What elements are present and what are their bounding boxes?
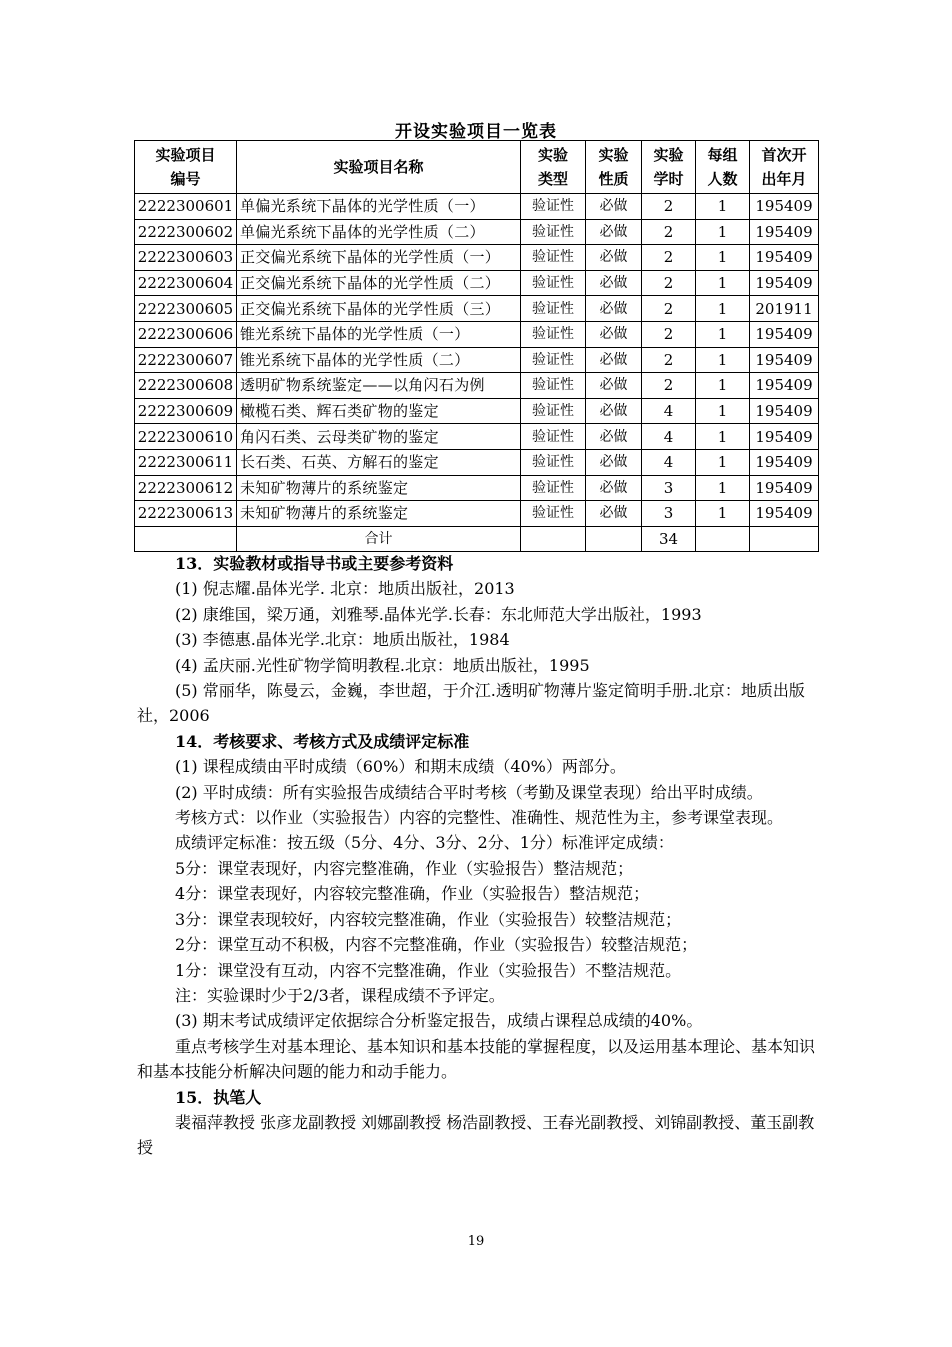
- cell-code: 2222300612: [135, 475, 237, 501]
- cell-group: 1: [696, 398, 750, 424]
- total-hours: 34: [642, 526, 696, 552]
- cell-code: 2222300605: [135, 296, 237, 322]
- table-row: [135, 347, 819, 373]
- cell-blank: [696, 526, 750, 552]
- cell-code: 2222300606: [135, 321, 237, 347]
- cell-type: 验证性: [521, 449, 586, 475]
- cell-code: 2222300603: [135, 245, 237, 271]
- cell-code: 2222300602: [135, 219, 237, 245]
- grade-criterion: 1分：课堂没有互动，内容不完整准确，作业（实验报告）不整洁规范。: [175, 960, 682, 980]
- cell-name: 未知矿物薄片的系统鉴定: [237, 475, 521, 501]
- grade-criterion: 5分：课堂表现好，内容完整准确，作业（实验报告）整洁规范；: [175, 858, 634, 878]
- grade-criterion: 4分：课堂表现好，内容较完整准确，作业（实验报告）整洁规范；: [175, 884, 650, 904]
- cell-name: 橄榄石类、辉石类矿物的鉴定: [237, 398, 521, 424]
- cell-date: 195409: [750, 245, 819, 271]
- cell-type: 验证性: [521, 347, 586, 373]
- cell-code: 2222300610: [135, 424, 237, 450]
- cell-nature: 必做: [586, 424, 642, 450]
- cell-type: 验证性: [521, 501, 586, 527]
- assessment-paragraph: 成绩评定标准：按五级（5分、4分、3分、2分、1分）标准评定成绩：: [175, 833, 674, 853]
- cell-nature: 必做: [586, 321, 642, 347]
- cell-blank: [586, 526, 642, 552]
- cell-blank: [135, 526, 237, 552]
- cell-nature: 必做: [586, 194, 642, 220]
- cell-blank: [750, 526, 819, 552]
- cell-code: 2222300604: [135, 270, 237, 296]
- table-row: [135, 296, 819, 322]
- cell-type: 验证性: [521, 245, 586, 271]
- grade-criterion: 2分：课堂互动不积极，内容不完整准确，作业（实验报告）较整洁规范；: [175, 935, 698, 955]
- cell-group: 1: [696, 245, 750, 271]
- table-row: [135, 475, 819, 501]
- cell-type: 验证性: [521, 398, 586, 424]
- cell-hours: 3: [642, 501, 696, 527]
- grade-criterion: 3分：课堂表现较好，内容较完整准确，作业（实验报告）较整洁规范；: [175, 909, 682, 929]
- cell-blank: [521, 526, 586, 552]
- cell-type: 验证性: [521, 424, 586, 450]
- cell-hours: 2: [642, 373, 696, 399]
- cell-name: 透明矿物系统鉴定——以角闪石为例: [237, 373, 521, 399]
- cell-code: 2222300608: [135, 373, 237, 399]
- table-header-row: [135, 141, 819, 194]
- cell-group: 1: [696, 194, 750, 220]
- cell-code: 2222300611: [135, 449, 237, 475]
- header-type: 实验 类型: [521, 141, 586, 194]
- cell-hours: 3: [642, 475, 696, 501]
- cell-hours: 4: [642, 424, 696, 450]
- header-group: 每组 人数: [696, 141, 750, 194]
- cell-type: 验证性: [521, 475, 586, 501]
- cell-name: 单偏光系统下晶体的光学性质（一）: [237, 194, 521, 220]
- cell-type: 验证性: [521, 296, 586, 322]
- cell-group: 1: [696, 424, 750, 450]
- assessment-paragraph: 重点考核学生对基本理论、基本知识和基本技能的掌握程度，以及运用基本理论、基本知识和基本技能分析解决问题的能力和动手能力。: [137, 1036, 816, 1082]
- cell-nature: 必做: [586, 501, 642, 527]
- cell-date: 195409: [750, 219, 819, 245]
- table-row: [135, 321, 819, 347]
- cell-hours: 4: [642, 398, 696, 424]
- cell-date: 201911: [750, 296, 819, 322]
- cell-nature: 必做: [586, 449, 642, 475]
- cell-nature: 必做: [586, 245, 642, 271]
- table-row: [135, 449, 819, 475]
- cell-code: 2222300601: [135, 194, 237, 220]
- reference-item: (5) 常丽华，陈曼云，金巍，李世超，于介江.透明矿物薄片鉴定简明手册.北京：地质出版社，2006: [137, 681, 805, 726]
- cell-hours: 2: [642, 347, 696, 373]
- cell-date: 195409: [750, 449, 819, 475]
- table-row: [135, 424, 819, 450]
- cell-name: 角闪石类、云母类矿物的鉴定: [237, 424, 521, 450]
- cell-date: 195409: [750, 501, 819, 527]
- experiment-table: [134, 140, 819, 552]
- table-row: [135, 219, 819, 245]
- cell-date: 195409: [750, 398, 819, 424]
- cell-nature: 必做: [586, 398, 642, 424]
- cell-nature: 必做: [586, 270, 642, 296]
- assessment-paragraph: 考核方式：以作业（实验报告）内容的完整性、准确性、规范性为主，参考课堂表现。: [175, 808, 784, 828]
- header-hours: 实验 学时: [642, 141, 696, 194]
- cell-group: 1: [696, 321, 750, 347]
- cell-nature: 必做: [586, 475, 642, 501]
- assessment-note: 注：实验课时少于2/3者，课程成绩不予评定。: [175, 985, 505, 1005]
- cell-hours: 2: [642, 219, 696, 245]
- cell-hours: 2: [642, 270, 696, 296]
- cell-nature: 必做: [586, 347, 642, 373]
- section-14-heading: 14．考核要求、考核方式及成绩评定标准: [175, 731, 470, 751]
- table-row: [135, 270, 819, 296]
- cell-group: 1: [696, 270, 750, 296]
- header-name: 实验项目名称: [237, 141, 521, 194]
- cell-date: 195409: [750, 475, 819, 501]
- page-number: 19: [467, 1234, 485, 1249]
- cell-code: 2222300609: [135, 398, 237, 424]
- cell-group: 1: [696, 347, 750, 373]
- cell-hours: 2: [642, 321, 696, 347]
- section-13: [137, 551, 817, 1161]
- cell-nature: 必做: [586, 296, 642, 322]
- header-date: 首次开 出年月: [750, 141, 819, 194]
- table-row: [135, 501, 819, 527]
- cell-name: 正交偏光系统下晶体的光学性质（三）: [237, 296, 521, 322]
- cell-group: 1: [696, 501, 750, 527]
- cell-group: 1: [696, 219, 750, 245]
- cell-type: 验证性: [521, 321, 586, 347]
- cell-name: 长石类、石英、方解石的鉴定: [237, 449, 521, 475]
- table-row: [135, 194, 819, 220]
- cell-group: 1: [696, 449, 750, 475]
- cell-group: 1: [696, 296, 750, 322]
- cell-type: 验证性: [521, 219, 586, 245]
- reference-item: (1) 倪志耀.晶体光学. 北京：地质出版社，2013: [175, 579, 515, 599]
- reference-item: (4) 孟庆丽.光性矿物学简明教程.北京：地质出版社，1995: [175, 655, 590, 675]
- reference-item: (2) 康维国，梁万通，刘雅琴.晶体光学.长春：东北师范大学出版社，1993: [175, 604, 702, 624]
- table-total-row: [135, 526, 819, 552]
- header-code: 实验项目 编号: [135, 141, 237, 194]
- table-row: [135, 245, 819, 271]
- assessment-paragraph: (2) 平时成绩：所有实验报告成绩结合平时考核（考勤及课堂表现）给出平时成绩。: [175, 782, 763, 802]
- cell-name: 锥光系统下晶体的光学性质（二）: [237, 347, 521, 373]
- cell-name: 未知矿物薄片的系统鉴定: [237, 501, 521, 527]
- table-row: [135, 398, 819, 424]
- assessment-paragraph: (3) 期末考试成绩评定依据综合分析鉴定报告，成绩占课程总成绩的40%。: [175, 1011, 703, 1031]
- cell-hours: 2: [642, 194, 696, 220]
- cell-name: 正交偏光系统下晶体的光学性质（二）: [237, 270, 521, 296]
- cell-date: 195409: [750, 347, 819, 373]
- cell-code: 2222300613: [135, 501, 237, 527]
- total-label: 合计: [237, 526, 521, 552]
- table-row: [135, 373, 819, 399]
- cell-type: 验证性: [521, 194, 586, 220]
- section-13-heading: 13．实验教材或指导书或主要参考资料: [175, 554, 454, 573]
- assessment-paragraph: (1) 课程成绩由平时成绩（60%）和期末成绩（40%）两部分。: [175, 757, 626, 777]
- cell-hours: 2: [642, 296, 696, 322]
- cell-hours: 2: [642, 245, 696, 271]
- cell-date: 195409: [750, 194, 819, 220]
- cell-name: 单偏光系统下晶体的光学性质（二）: [237, 219, 521, 245]
- cell-hours: 4: [642, 449, 696, 475]
- cell-date: 195409: [750, 321, 819, 347]
- table-title: 开设实验项目一览表: [395, 122, 557, 142]
- section-15-heading: 15．执笔人: [175, 1087, 262, 1107]
- cell-name: 正交偏光系统下晶体的光学性质（一）: [237, 245, 521, 271]
- reference-item: (3) 李德惠.晶体光学.北京：地质出版社，1984: [175, 630, 510, 650]
- cell-nature: 必做: [586, 219, 642, 245]
- cell-name: 锥光系统下晶体的光学性质（一）: [237, 321, 521, 347]
- cell-group: 1: [696, 373, 750, 399]
- cell-date: 195409: [750, 270, 819, 296]
- header-nature: 实验 性质: [586, 141, 642, 194]
- cell-type: 验证性: [521, 270, 586, 296]
- cell-date: 195409: [750, 424, 819, 450]
- cell-type: 验证性: [521, 373, 586, 399]
- cell-nature: 必做: [586, 373, 642, 399]
- cell-date: 195409: [750, 373, 819, 399]
- cell-code: 2222300607: [135, 347, 237, 373]
- cell-group: 1: [696, 475, 750, 501]
- authors-text: 裴福萍教授 张彦龙副教授 刘娜副教授 杨浩副教授、王春光副教授、刘锦副教授、董玉副教授: [137, 1112, 815, 1158]
